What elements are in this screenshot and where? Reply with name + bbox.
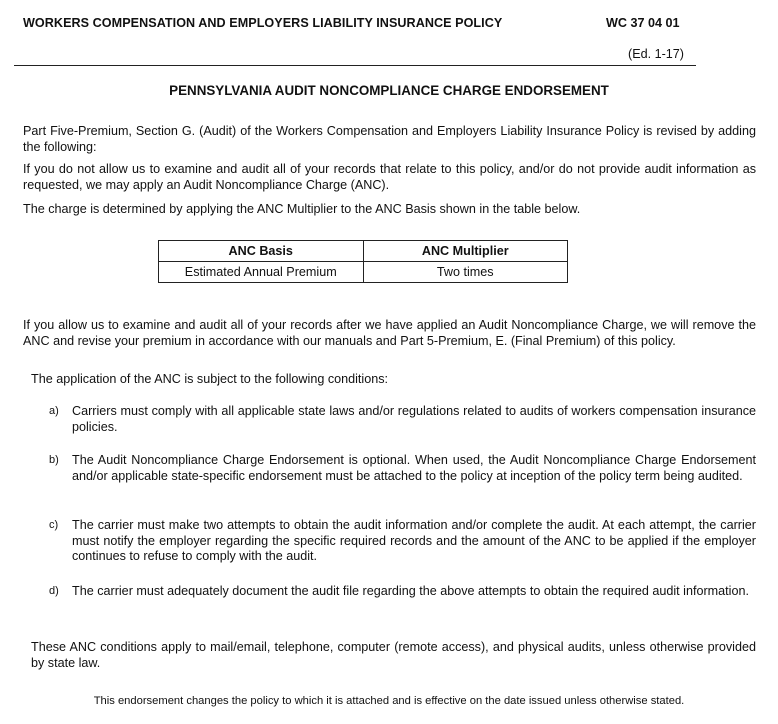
endorsement-title: PENNSYLVANIA AUDIT NONCOMPLIANCE CHARGE ENDORSEMENT (169, 83, 609, 98)
header-divider (14, 65, 696, 66)
form-number: WC 37 04 01 (606, 16, 680, 30)
anc-basis-header: ANC Basis (159, 241, 364, 262)
condition-letter: a) (49, 405, 59, 417)
condition-letter: d) (49, 585, 59, 597)
anc-multiplier-header: ANC Multiplier (363, 241, 568, 262)
endorsement-footer-note: This endorsement changes the policy to which it is attached and is effective on the date issued unless otherwise stated. (93, 695, 685, 707)
table-row (159, 262, 568, 283)
condition-text: Carriers must comply with all applicable state laws and/or regulations related to audits of workers compensation insurance policies. (72, 404, 756, 434)
condition-letter: c) (49, 519, 59, 531)
anc-multiplier-cell: Two times (363, 262, 568, 283)
condition-text: The carrier must adequately document the audit file regarding the above attempts to obtain the required audit information. (72, 584, 749, 598)
condition-text: The Audit Noncompliance Charge Endorsement is optional. When used, the Audit Noncompliance Charge Endorsement and/or applicable state-specific endorsement must be attached to the policy at inception of the policy term being audited. (72, 453, 756, 483)
anc-removal-paragraph: If you allow us to examine and audit all of your records after we have applied an Audit Noncompliance Charge, we will remove the ANC and revise your premium in accordance with our manuals and Part 5-Premium, E. (Final Premium) of this policy. (23, 318, 756, 348)
edition-label: (Ed. 1-17) (628, 47, 684, 61)
intro-paragraph: Part Five-Premium, Section G. (Audit) of the Workers Compensation and Employers Liability Insurance Policy is revised by adding the following: (23, 124, 756, 154)
conditions-intro: The application of the ANC is subject to the following conditions: (31, 372, 389, 386)
anc-table (158, 240, 568, 283)
charge-determination-paragraph: The charge is determined by applying the ANC Multiplier to the ANC Basis shown in the table below. (23, 202, 581, 216)
condition-text: The carrier must make two attempts to obtain the audit information and/or complete the audit. At each attempt, the carrier must notify the employer regarding the specific required records and the amount of the ANC to be applied if the employer continues to refuse to comply with the audit. (72, 518, 756, 563)
noncompliance-paragraph: If you do not allow us to examine and audit all of your records that relate to this policy, and/or do not provide audit information as requested, we may apply an Audit Noncompliance Charge (ANC). (23, 162, 756, 192)
condition-letter: b) (49, 454, 59, 466)
anc-basis-cell: Estimated Annual Premium (159, 262, 364, 283)
audit-types-paragraph: These ANC conditions apply to mail/email, telephone, computer (remote access), and physical audits, unless otherwise provided by state law. (31, 640, 756, 670)
anc-table-header-row (159, 241, 568, 262)
policy-title: WORKERS COMPENSATION AND EMPLOYERS LIABILITY INSURANCE POLICY (23, 16, 503, 30)
